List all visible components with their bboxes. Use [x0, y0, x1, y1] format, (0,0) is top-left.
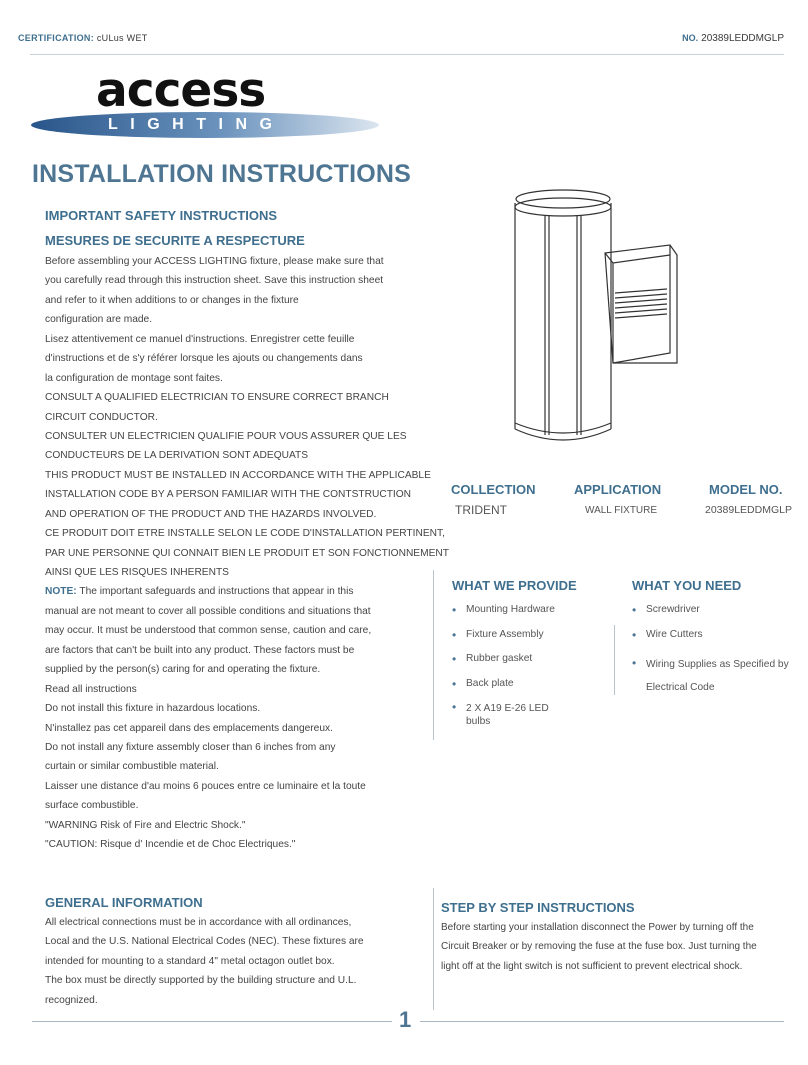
general-line: intended for mounting to a standard 4" metal octagon outlet box.	[45, 955, 335, 967]
header-divider	[30, 54, 784, 55]
access-lighting-logo	[30, 63, 390, 142]
safety-line: CE PRODUIT DOIT ETRE INSTALLE SELON LE CODE D'INSTALLATION PERTINENT,	[45, 528, 445, 540]
safety-line: curtain or similar combustible material.	[45, 761, 219, 773]
collection-value: TRIDENT	[455, 503, 507, 517]
provide-item: • Mounting Hardware	[452, 604, 592, 629]
need-item: • Screwdriver	[632, 604, 792, 629]
steps-line: Circuit Breaker or by removing the fuse at the fuse box. Just turning the	[441, 941, 757, 953]
safety-line: CONDUCTEURS DE LA DERIVATION SONT ADEQUATS	[45, 450, 309, 462]
safety-line: Do not install this fixture in hazardous locations.	[45, 703, 261, 715]
fixture-illustration	[505, 185, 695, 450]
need-item: • Wiring Supplies as Specified by Electrical Code	[632, 653, 792, 699]
safety-line: manual are not meant to cover all possible conditions and situations that	[45, 605, 371, 617]
application-label: APPLICATION	[574, 482, 662, 497]
safety-line: may occur. It must be understood that common sense, caution and care,	[45, 625, 372, 637]
fixture-drawing	[505, 185, 695, 450]
safety-line: surface combustible.	[45, 800, 139, 812]
need-item: • Wire Cutters	[632, 629, 792, 654]
provide-list	[452, 604, 592, 728]
need-heading: WHAT YOU NEED	[632, 578, 742, 593]
safety-line: "CAUTION: Risque d' Incendie et de Choc Electriques."	[45, 839, 296, 851]
note-line	[45, 582, 425, 601]
safety-line: Do not install any fixture assembly closer than 6 inches from any	[45, 741, 336, 753]
provide-item: • Rubber gasket	[452, 653, 592, 678]
logo-word-access: access	[96, 63, 266, 118]
document-number	[682, 33, 784, 44]
document-number-value: 20389LEDDMGLP	[701, 33, 784, 44]
safety-heading-fr: MESURES DE SECURITE A RESPECTURE	[45, 233, 305, 248]
collection-label: COLLECTION	[451, 482, 536, 497]
document-number-label: NO.	[682, 33, 699, 43]
provide-item: • Back plate	[452, 678, 592, 703]
page-title: INSTALLATION INSTRUCTIONS	[32, 160, 412, 188]
safety-line: Laisser une distance d'au moins 6 pouces entre ce luminaire et la toute	[45, 780, 366, 792]
provide-heading: WHAT WE PROVIDE	[452, 578, 577, 593]
safety-line: and refer to it when additions to or changes in the fixture	[45, 294, 299, 306]
general-text	[45, 913, 425, 1010]
safety-heading-en: IMPORTANT SAFETY INSTRUCTIONS	[45, 208, 278, 223]
safety-line: CONSULT A QUALIFIED ELECTRICIAN TO ENSURE CORRECT BRANCH	[45, 392, 389, 404]
safety-line: CIRCUIT CONDUCTOR.	[45, 411, 158, 423]
provide-item: • Fixture Assembly	[452, 629, 592, 654]
safety-line: CONSULTER UN ELECTRICIEN QUALIFIE POUR VOUS ASSURER QUE LES	[45, 430, 407, 442]
general-line: The box must be directly supported by the building structure and U.L.	[45, 975, 357, 987]
application-value: WALL FIXTURE	[585, 505, 658, 516]
general-line: Local and the U.S. National Electrical Codes (NEC). These fixtures are	[45, 936, 364, 948]
safety-line: "WARNING Risk of Fire and Electric Shock."	[45, 819, 246, 831]
safety-line: d'instructions et de s'y référer lorsque les ajouts ou changements dans	[45, 353, 363, 365]
safety-line: Lisez attentivement ce manuel d'instructions. Enregistrer cette feuille	[45, 333, 355, 345]
safety-line: AINSI QUE LES RISQUES INHERENTS	[45, 567, 229, 578]
steps-heading: STEP BY STEP INSTRUCTIONS	[441, 900, 635, 915]
general-line: recognized.	[45, 994, 98, 1006]
steps-line: light off at the light switch is not sufficient to prevent electrical shock.	[441, 960, 743, 972]
certification-value: cULus WET	[96, 33, 148, 43]
page-number: 1	[399, 1007, 412, 1032]
safety-line: PAR UNE PERSONNE QUI CONNAIT BIEN LE PRODUIT ET SON FONCTIONNEMENT	[45, 547, 449, 559]
safety-line: Read all instructions	[45, 683, 137, 695]
general-line: All electrical connections must be in accordance with all ordinances,	[45, 917, 352, 928]
safety-text	[45, 252, 449, 855]
model-label: MODEL NO.	[709, 482, 783, 497]
certification-label: CERTIFICATION:	[18, 33, 95, 43]
safety-line: AND OPERATION OF THE PRODUCT AND THE HAZARDS INVOLVED.	[45, 508, 377, 520]
steps-text	[441, 918, 796, 976]
general-heading: GENERAL INFORMATION	[45, 895, 203, 910]
steps-divider	[433, 888, 434, 1010]
note-text: The important safeguards and instructions that appear in this	[76, 586, 354, 598]
logo-word-lighting: LIGHTING	[108, 116, 285, 133]
provide-divider	[433, 570, 434, 740]
safety-line: la configuration de montage sont faites.	[45, 372, 223, 384]
safety-line: Before assembling your ACCESS LIGHTING fixture, please make sure that	[45, 256, 384, 267]
footer-divider-left	[32, 1021, 392, 1022]
footer-divider-right	[420, 1021, 784, 1022]
model-value: 20389LEDDMGLP	[705, 504, 792, 516]
safety-line: configuration are made.	[45, 314, 153, 326]
safety-line: you carefully read through this instruction sheet. Save this instruction sheet	[45, 275, 384, 287]
safety-line: N'installez pas cet appareil dans des emplacements dangereux.	[45, 722, 333, 734]
need-list	[632, 604, 792, 699]
safety-line: THIS PRODUCT MUST BE INSTALLED IN ACCORDANCE WITH THE APPLICABLE	[45, 469, 431, 481]
safety-line: supplied by the person(s) caring for and operating the fixture.	[45, 664, 321, 676]
need-divider	[614, 625, 615, 695]
provide-item: • 2 X A19 E-26 LED bulbs	[452, 702, 566, 728]
note-label: NOTE:	[45, 586, 77, 598]
safety-line: are factors that can't be built into any product. These factors must be	[45, 644, 355, 656]
certification	[18, 33, 148, 43]
safety-line: INSTALLATION CODE BY A PERSON FAMILIAR WITH THE CONTSTRUCTION	[45, 489, 412, 501]
steps-line: Before starting your installation disconnect the Power by turning off the	[441, 922, 754, 933]
